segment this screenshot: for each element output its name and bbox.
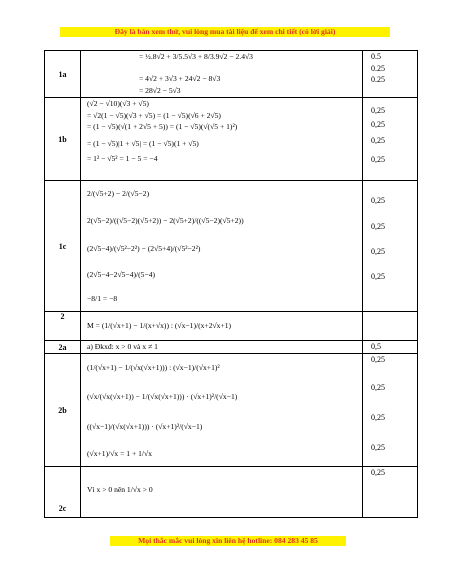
row-label: 2b — [45, 354, 81, 467]
points-value: 0,25 — [371, 468, 385, 477]
points-value: 0,25 — [371, 196, 385, 205]
working-line: = 4√2 + 3√3 + 24√2 − 8√3 — [139, 74, 221, 83]
working-line: = 28√2 − 5√3 — [139, 85, 181, 95]
points-value: 0,25 — [371, 272, 385, 281]
points-value: 0,25 — [371, 355, 385, 364]
working-cell — [81, 467, 363, 518]
working-line: 2/(√5+2) − 2/(√5−2) — [87, 189, 150, 198]
working-cell — [81, 98, 363, 181]
points-cell — [363, 312, 418, 341]
points-value: 0,25 — [371, 222, 385, 231]
working-cell — [81, 354, 363, 467]
row-label: 2 — [45, 312, 81, 341]
row-label: 1b — [45, 98, 81, 181]
working-line: (2√5−4)/(√5²−2²) − (2√5+4)/(√5²−2²) — [87, 244, 201, 253]
table-row — [45, 98, 418, 181]
points-value: 0.5 — [371, 52, 381, 61]
working-cell — [81, 181, 363, 312]
working-cell — [81, 312, 363, 341]
points-cell — [363, 51, 418, 98]
working-line: (√x+1)/√x = 1 + 1/√x — [87, 449, 153, 458]
table-row — [45, 51, 418, 98]
working-line: a) Đkxđ: x > 0 và x ≠ 1 — [87, 342, 158, 351]
points-value: 0,25 — [371, 155, 385, 164]
working-line: = ½.8√2 + 3/5.5√3 + 8/3.9√2 − 2.4√3 — [139, 52, 253, 61]
working-cell — [81, 51, 363, 98]
points-value: 0,25 — [371, 136, 385, 145]
row-label: 1a — [45, 51, 81, 98]
table-row — [45, 341, 418, 354]
working-line: = (1 − √5)(√(1 + 2√5 + 5)) = (1 − √5)(√(√5 + 1)²) — [87, 122, 238, 131]
points-cell — [363, 341, 418, 354]
points-cell — [363, 98, 418, 181]
working-line: = 1² − √5² = 1 − 5 = −4 — [87, 154, 158, 163]
points-value: 0,25 — [371, 443, 385, 452]
points-value: 0,5 — [371, 342, 381, 351]
working-line: −8/1 = −8 — [87, 294, 118, 303]
points-value: 0.25 — [371, 63, 385, 73]
preview-notice-banner: Đây là bản xem thử, vui lòng mua tài liệu để xem chi tiết (có lời giải) — [60, 27, 390, 37]
table-row — [45, 354, 418, 467]
points-value: 0,25 — [371, 120, 385, 129]
working-line: (√x/(√x(√x+1)) − 1/(√x(√x+1))) · (√x+1)²/(√x−1) — [87, 392, 238, 401]
working-line: = √2(1 − √5)(√3 + √5) = (1 − √5)(√6 + 2√5) — [87, 110, 221, 120]
hotline-banner: Mọi thắc mắc vui lòng xin liên hệ hotline: 084 283 45 85 — [110, 536, 346, 546]
points-value: 0,25 — [371, 106, 385, 115]
working-line: M = (1/(√x+1) − 1/(x+√x)) : (√x−1)/(x+2√x+1) — [87, 321, 232, 330]
row-label: 2c — [45, 467, 81, 518]
row-label: 1c — [45, 181, 81, 312]
points-cell — [363, 467, 418, 518]
row-label: 2a — [45, 341, 81, 354]
working-line: (√2 − √10)(√3 + √5) — [87, 99, 149, 108]
points-value: 0,25 — [371, 383, 385, 392]
working-line: ((√x−1)/(√x(√x+1))) · (√x+1)²/(√x−1) — [87, 422, 203, 431]
points-value: 0,25 — [371, 247, 385, 256]
working-line: Vì x > 0 nên 1/√x > 0 — [87, 485, 153, 494]
points-value: 0.25 — [371, 75, 385, 84]
table-row — [45, 467, 418, 518]
working-line: (2√5−4−2√5−4)/(5−4) — [87, 270, 156, 279]
working-line: = (1 − √5)|1 + √5| = (1 − √5)(1 + √5) — [87, 139, 199, 148]
working-cell — [81, 341, 363, 354]
solution-table — [44, 50, 418, 518]
points-cell — [363, 354, 418, 467]
table-row — [45, 312, 418, 341]
working-line: (1/(√x+1) − 1/(√x(√x+1))) : (√x−1)/(√x+1)² — [87, 363, 220, 372]
working-line: 2(√5−2)/((√5−2)(√5+2)) − 2(√5+2)/((√5−2)(√5+2)) — [87, 216, 244, 225]
points-cell — [363, 181, 418, 312]
table-row — [45, 181, 418, 312]
points-value: 0,25 — [371, 413, 385, 422]
